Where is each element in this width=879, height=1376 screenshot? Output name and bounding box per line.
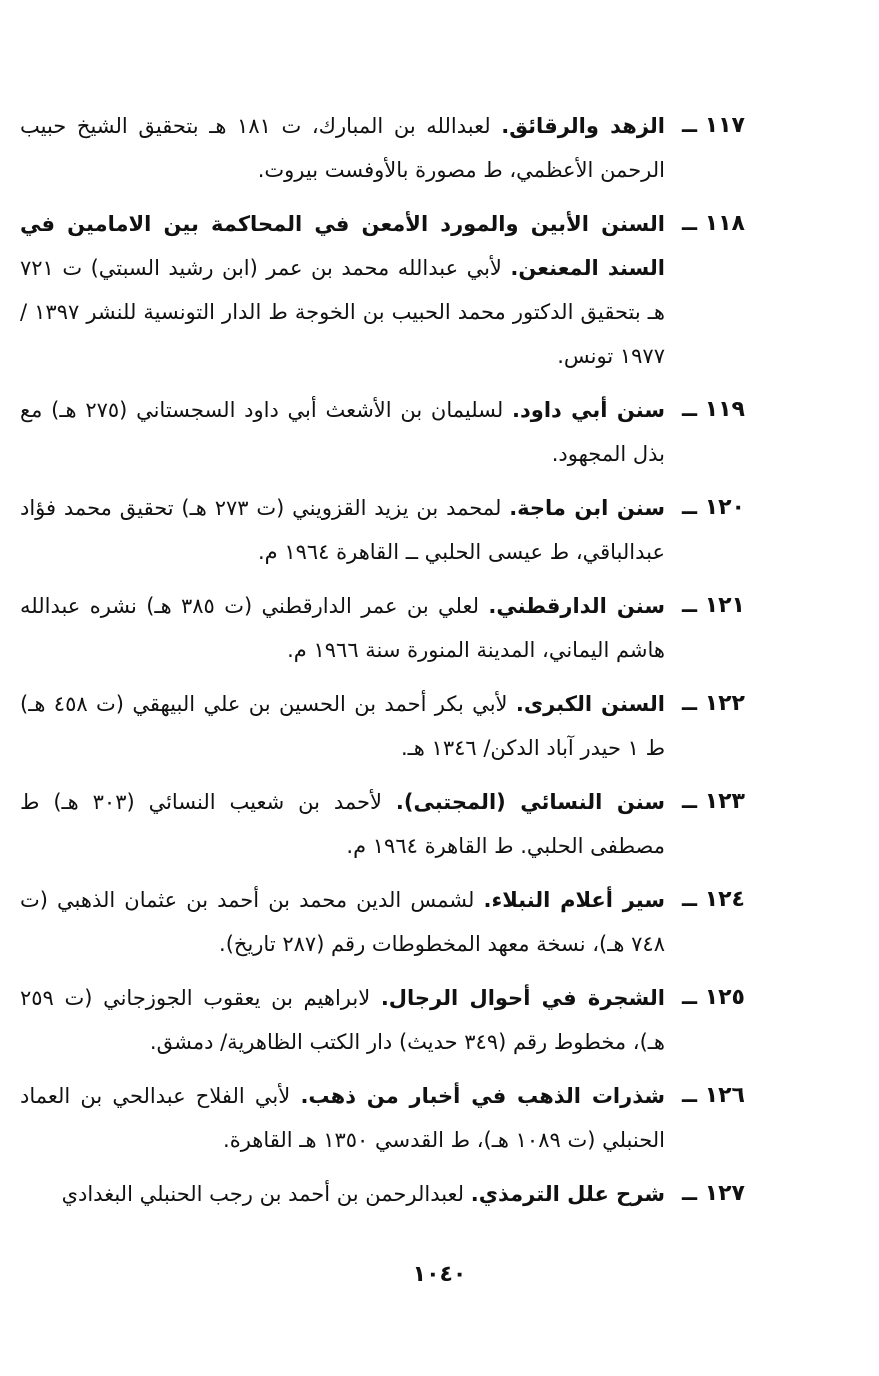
entry-text: لأبي عبدالله محمد بن عمر (ابن رشيد السبتي) ت ٧٢١ هـ بتحقيق الدكتور محمد الحبيب بن الخوجة ط الدار التونسية للنشر ١٣٩٧ / ١٩٧٧ تونس. <box>20 256 665 368</box>
entry-body <box>20 486 665 574</box>
entry-number: ١٢٣ ــ <box>682 789 745 814</box>
entry-body <box>20 976 665 1064</box>
entry-number: ١١٧ ــ <box>682 113 745 138</box>
entry-body <box>20 1074 665 1162</box>
entry-title: سنن النسائي (المجتبى). <box>395 790 665 814</box>
bibliography-entry <box>20 486 745 574</box>
entry-text: لعبدالله بن المبارك، ت ١٨١ هـ بتحقيق الشيخ حبيب الرحمن الأعظمي، ط مصورة بالأوفست بيروت. <box>20 114 665 182</box>
entry-text: لشمس الدين محمد بن أحمد بن عثمان الذهبي (ت ٧٤٨ هـ)، نسخة معهد المخطوطات رقم (٢٨٧ تاريخ). <box>20 888 665 956</box>
entry-text: لمحمد بن يزيد القزويني (ت ٢٧٣ هـ) تحقيق محمد فؤاد عبدالباقي، ط عيسى الحلبي ــ القاهرة ١٩٦٤ م. <box>20 496 665 564</box>
entry-text: لسليمان بن الأشعث أبي داود السجستاني (٢٧٥ هـ) مع بذل المجهود. <box>20 398 665 466</box>
entry-text: لأبي الفلاح عبدالحي بن العماد الحنبلي (ت ١٠٨٩ هـ)، ط القدسي ١٣٥٠ هـ القاهرة. <box>20 1084 665 1152</box>
bibliography-entry <box>20 584 745 672</box>
bibliography-entry <box>20 780 745 868</box>
entry-title: سنن الدارقطني. <box>488 594 665 618</box>
entry-text: لابراهيم بن يعقوب الجوزجاني (ت ٢٥٩ هـ)، مخطوط رقم (٣٤٩ حديث) دار الكتب الظاهرية/ دمشق. <box>20 986 665 1054</box>
entry-body <box>20 202 665 378</box>
bibliography-entry <box>20 1172 745 1216</box>
entry-body <box>20 780 665 868</box>
entry-title: سنن أبي داود. <box>512 398 665 422</box>
entry-number: ١٢٦ ــ <box>682 1083 745 1108</box>
entry-number: ١٢١ ــ <box>682 593 745 618</box>
bibliography-entry <box>20 1074 745 1162</box>
bibliography-entry <box>20 202 745 378</box>
bibliography-list <box>20 104 745 1226</box>
entry-number: ١١٩ ــ <box>682 397 745 422</box>
entry-title: السنن الكبرى. <box>515 692 665 716</box>
entry-number: ١٢٢ ــ <box>682 691 745 716</box>
bibliography-entry <box>20 388 745 476</box>
entry-body <box>20 104 665 192</box>
entry-body <box>20 878 665 966</box>
entry-body <box>20 1172 665 1216</box>
entry-body <box>20 388 665 476</box>
bibliography-entry <box>20 104 745 192</box>
entry-number: ١٢٧ ــ <box>682 1181 745 1206</box>
entry-number: ١١٨ ــ <box>682 211 745 236</box>
entry-title: الزهد والرقائق. <box>501 114 665 138</box>
entry-text: لعلي بن عمر الدارقطني (ت ٣٨٥ هـ) نشره عبدالله هاشم اليماني، المدينة المنورة سنة ١٩٦٦ م. <box>20 594 665 662</box>
bibliography-entry <box>20 682 745 770</box>
entry-text: لعبدالرحمن بن أحمد بن رجب الحنبلي البغدادي <box>61 1182 465 1206</box>
bibliography-entry <box>20 878 745 966</box>
entry-title: سنن ابن ماجة. <box>509 496 665 520</box>
entry-title: شرح علل الترمذي. <box>470 1182 665 1206</box>
entry-number: ١٢٠ ــ <box>682 495 745 520</box>
page-number: ١٠٤٠ <box>412 1262 467 1287</box>
entry-title: شذرات الذهب في أخبار من ذهب. <box>300 1084 665 1108</box>
entry-text: لأحمد بن شعيب النسائي (٣٠٣ هـ) ط مصطفى الحلبي. ط القاهرة ١٩٦٤ م. <box>20 790 665 858</box>
bibliography-entry <box>20 976 745 1064</box>
entry-title: سير أعلام النبلاء. <box>483 888 665 912</box>
entry-text: لأبي بكر أحمد بن الحسين بن علي البيهقي (ت ٤٥٨ هـ) ط ١ حيدر آباد الدكن/ ١٣٤٦ هـ. <box>20 692 665 760</box>
entry-body <box>20 584 665 672</box>
entry-title: السنن الأبين والمورد الأمعن في المحاكمة بين الامامين في السند المعنعن. <box>20 212 665 280</box>
entry-number: ١٢٤ ــ <box>682 887 745 912</box>
entry-body <box>20 682 665 770</box>
entry-title: الشجرة في أحوال الرجال. <box>380 986 665 1010</box>
entry-number: ١٢٥ ــ <box>682 985 745 1010</box>
